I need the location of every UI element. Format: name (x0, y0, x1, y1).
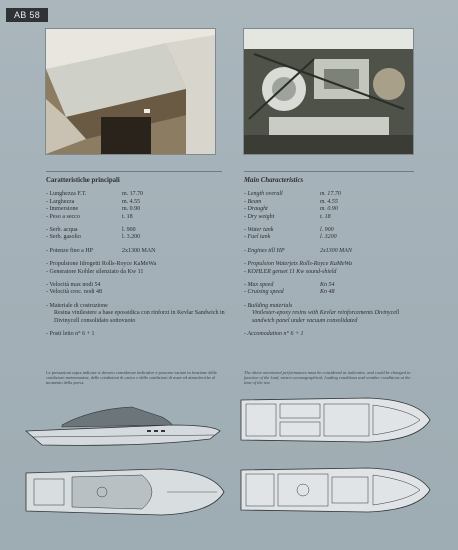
spec-row: - Serb. acqua l. 900 (46, 227, 136, 234)
spec-row: - Draught m. 0.90 (244, 206, 338, 213)
spec-line: - KOHLER genset 11 Kw sound-shield (244, 268, 337, 275)
spec-row: - Length overall m. 17.70 (244, 191, 341, 198)
spec-line: - Propulsione Idrogetti Rolls-Royce KaMeWa (46, 261, 157, 268)
disclaimer-italian: Le prestazioni sopra indicate si devono considerare indicative e possono variare in funzione delle condizioni meteomarine, delle condizioni di carico e delle condizioni di mare ed atmosferiche al momento della prova. (46, 370, 217, 386)
spec-line: - Velocità croc. nodi 48 (46, 289, 103, 296)
divider-right (244, 171, 414, 172)
spec-row: - Dry weight t. 18 (244, 213, 331, 220)
main-deck-plan-drawing (238, 465, 433, 515)
spec-row: - Peso a secco t. 18 (46, 213, 133, 220)
lower-deck-plan-drawing (238, 395, 433, 445)
spec-row: - Potenze fino a HP 2x1300 MAN (46, 247, 156, 254)
spec-row: - Cruising speed Kn 48 (244, 289, 335, 296)
spec-row: - Engines till HP 2x1300 MAN (244, 247, 352, 254)
side-profile-drawing (22, 395, 222, 455)
spec-row: - Fuel tank l. 3200 (244, 234, 337, 241)
engine-room-illustration (244, 29, 413, 154)
divider-left (46, 171, 222, 172)
spec-line: - Velocità max nodi 54 (46, 282, 101, 289)
spec-row: - Serb. gasolio l. 3.200 (46, 234, 141, 241)
spec-row: - Immersione m. 0.90 (46, 206, 141, 213)
spec-line: - Generatore Kohler silenziato da Kw 11 (46, 268, 144, 275)
berths-line: - Accomodation n° 6 + 1 (244, 331, 304, 338)
spec-row: - Lunghezza F.T. m. 17.70 (46, 191, 144, 198)
specs-english (244, 177, 414, 339)
berths-line: - Posti letto n° 6 + 1 (46, 331, 95, 338)
spec-row: - Water tank l. 900 (244, 227, 334, 234)
section-title: Caratteristiche principali (46, 177, 120, 184)
page-tag: AB 58 (6, 8, 48, 22)
spec-line: - Propulsion Waterjets Rolls-Royce KaMeWa (244, 261, 352, 268)
section-title: Main Characteristics (244, 177, 304, 184)
materials-text: Resina vinilestere a base epossidica con rinforzi in Kevlar Sandwich in Divinycell consolidato sottovuoto (54, 310, 225, 324)
spec-row: - Max speed Kn 54 (244, 282, 335, 289)
engine-room-photo (243, 28, 414, 155)
cabin-bed-illustration (46, 29, 215, 154)
specs-italian (46, 177, 226, 339)
cabin-bed-photo (45, 28, 216, 155)
spec-row: - Beam m. 4.55 (244, 198, 338, 205)
deck-plan-drawing (22, 465, 227, 520)
spec-line: - Materiale di costruzione (46, 302, 108, 309)
disclaimer-english: The above mentioned performances must be considered as indicative, and could be changed in function of the load, meteo-oceanographical, loading conditions and weather conditions at the time of the test. (244, 370, 411, 386)
materials-text: Vinilester-epoxy resins with Kevlar reinforcements Divinycell sandwich panel under vacuum consolidated (252, 310, 400, 324)
spec-line: - Building materials (244, 302, 293, 309)
spec-row: - Larghezza m. 4.55 (46, 198, 141, 205)
